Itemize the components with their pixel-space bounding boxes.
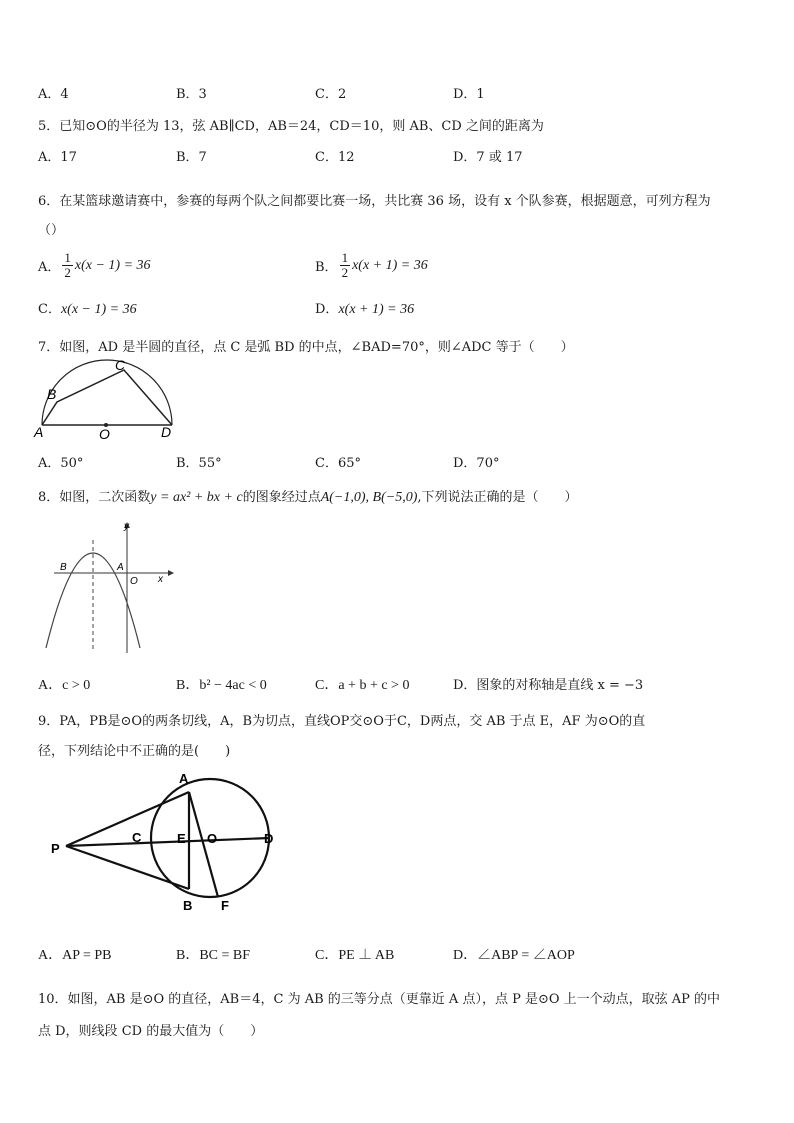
- q6-b-expr: x(x + 1) = 36: [352, 257, 428, 273]
- q6-option-a: [38, 251, 151, 280]
- q8-stem-mid: 的图象经过点: [242, 490, 321, 505]
- label-o: O: [207, 831, 218, 846]
- option-label: B．: [315, 260, 338, 275]
- tangent-pa: [66, 792, 189, 846]
- frac-den: 2: [341, 265, 349, 280]
- label-a: A: [34, 424, 44, 440]
- q6-a-expr: x(x − 1) = 36: [74, 257, 151, 273]
- q6-c-expr: x(x − 1) = 36: [60, 302, 137, 317]
- q9-tangent-figure: [40, 768, 290, 918]
- q6-option-d: [315, 298, 414, 318]
- q4-option-a: A．4: [38, 87, 69, 102]
- label-f: F: [221, 898, 229, 913]
- q7-option-a: A．50°: [38, 456, 84, 471]
- option-label: C．: [38, 302, 61, 317]
- label-c: C: [115, 357, 126, 373]
- q8-stem: [38, 486, 578, 506]
- q9-stem-line1: 9．PA，PB是⊙O的两条切线，A，B为切点，直线OP交⊙O于C，D两点，交 AB 于点 E，AF 为⊙O的直: [38, 714, 646, 729]
- label-o: O: [99, 426, 110, 442]
- q8-stem-suffix: ,下列说法正确的是（ ）: [417, 490, 578, 505]
- q8-points: A(−1,0), B(−5,0): [320, 490, 418, 505]
- q7-option-d: D．70°: [453, 456, 500, 471]
- q6-paren: （）: [38, 223, 65, 238]
- frac-num: 1: [64, 250, 71, 265]
- q5-option-b: B．7: [176, 150, 207, 165]
- q8-option-d: D．图象的对称轴是直线 x = −3: [453, 678, 644, 693]
- q5-option-c: C．12: [315, 150, 355, 165]
- q9-option-d: D．∠ABP = ∠AOP: [453, 948, 575, 963]
- fraction-half: [62, 251, 73, 280]
- q8-option-c: C．a + b + c > 0: [315, 678, 410, 693]
- q8-function: y = ax² + bx + c: [150, 490, 243, 505]
- label-y: y: [124, 521, 129, 532]
- q10-stem-line1: 10．如图，AB 是⊙O 的直径，AB＝4，C 为 AB 的三等分点（更靠近 A 点），点 P 是⊙O 上一个动点，取弦 AP 的中: [38, 992, 721, 1007]
- label-d: D: [264, 831, 274, 846]
- option-label: D．: [315, 302, 339, 317]
- q5-stem: 5．已知⊙O的半径为 13，弦 AB∥CD，AB＝24，CD＝10，则 AB、CD 之间的距离为: [38, 119, 544, 134]
- label-p: P: [51, 841, 60, 856]
- fraction-half: [340, 251, 351, 280]
- q8-option-b: B．b² − 4ac < 0: [176, 678, 267, 693]
- q7-option-b: B．55°: [176, 456, 222, 471]
- q4-option-b: B．3: [176, 87, 207, 102]
- tangent-pb: [66, 846, 189, 889]
- frac-num: 1: [341, 250, 349, 265]
- q8-parabola-graph: [40, 518, 180, 653]
- label-b: B: [47, 386, 57, 402]
- q5-option-d: D．7 或 17: [453, 150, 523, 165]
- label-origin: O: [130, 576, 138, 587]
- label-d: D: [161, 424, 172, 440]
- q10-stem-line2: 点 D，则线段 CD 的最大值为（ ）: [38, 1024, 264, 1039]
- x-axis-arrow: [168, 570, 174, 576]
- q9-option-c: C．PE ⊥ AB: [315, 948, 395, 963]
- option-label: A．: [38, 260, 61, 275]
- frac-den: 2: [64, 265, 71, 280]
- q8-stem-prefix: 8．如图，二次函数: [38, 490, 151, 505]
- q5-option-a: A．17: [38, 150, 77, 165]
- label-x: x: [158, 574, 163, 585]
- q7-semicircle-figure: [30, 355, 180, 445]
- line-pd: [66, 838, 269, 846]
- label-e: E: [177, 831, 186, 846]
- q4-option-c: C．2: [315, 87, 347, 102]
- q7-option-c: C．65°: [315, 456, 361, 471]
- q9-stem-line2: 径，下列结论中不正确的是( ): [38, 744, 231, 759]
- label-a: A: [179, 771, 189, 786]
- q6-stem: 6．在某篮球邀请赛中，参赛的每两个队之间都要比赛一场，共比赛 36 场，设有 x 个队参赛，根据题意，可列方程为: [38, 194, 711, 209]
- q6-option-b: [315, 251, 428, 280]
- label-point-a: A: [117, 562, 124, 573]
- q7-stem: 7．如图，AD 是半圆的直径，点 C 是弧 BD 的中点，∠BAD=70°，则∠ADC 等于（ ）: [38, 340, 574, 355]
- q9-option-a: A．AP = PB: [38, 948, 112, 963]
- q8-option-a: A．c > 0: [38, 678, 91, 693]
- q4-option-d: D．1: [453, 87, 485, 102]
- q6-d-expr: x(x + 1) = 36: [338, 302, 415, 317]
- label-c: C: [132, 830, 142, 845]
- semicircle-arc: [42, 360, 172, 425]
- label-point-b: B: [60, 562, 67, 573]
- q9-option-b: B．BC = BF: [176, 948, 251, 963]
- label-b: B: [183, 898, 193, 913]
- q6-option-c: [38, 298, 137, 318]
